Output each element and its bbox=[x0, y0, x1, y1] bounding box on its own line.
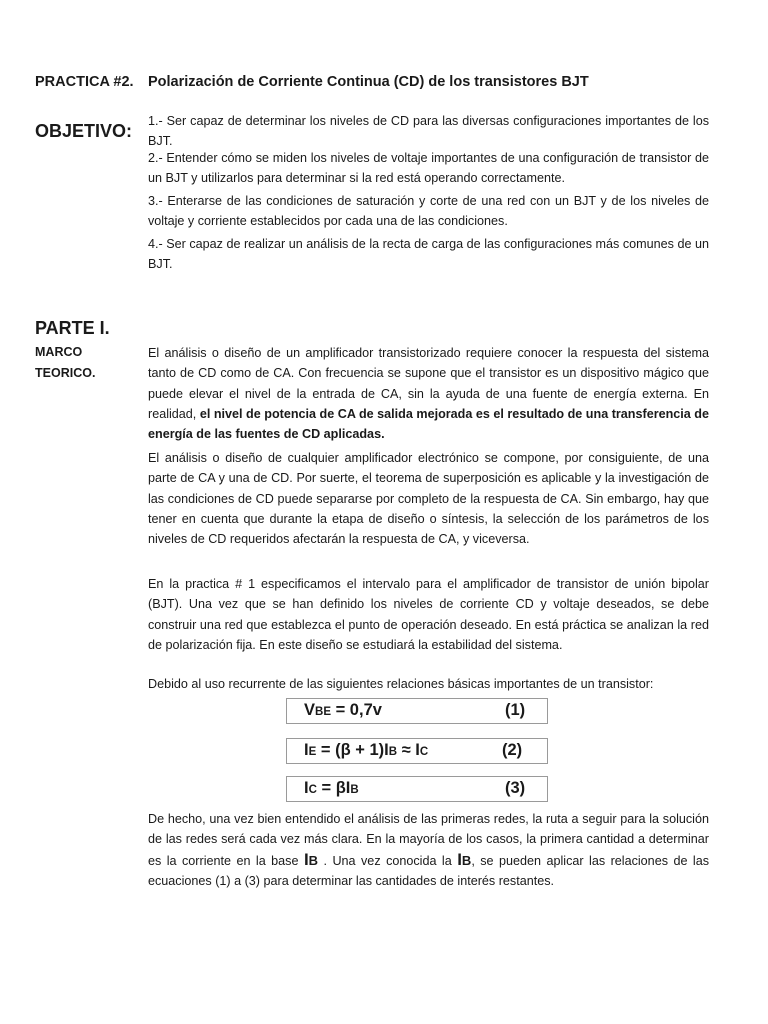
objective-heading: OBJETIVO: bbox=[35, 121, 133, 141]
paragraph-5-text-b: . Una vez conocida la bbox=[318, 853, 458, 868]
equation-1-box bbox=[286, 698, 548, 724]
paragraph-1 bbox=[148, 343, 709, 444]
page-title: Polarización de Corriente Continua (CD) de los transistores BJT bbox=[148, 74, 589, 90]
base-current-symbol-1: IB bbox=[303, 849, 319, 869]
equation-3-number: (3) bbox=[505, 779, 526, 797]
practice-label: PRACTICA #2. bbox=[35, 74, 134, 90]
objective-item-2: 2.- Entender cómo se miden los niveles de voltaje importantes de una configuración de transistor de un BJT y utilizarlos para determinar si la red está operando correctamente. bbox=[148, 151, 709, 186]
objective-item-1: 1.- Ser capaz de determinar los niveles de CD para las diversas configuraciones importantes de los BJT. bbox=[148, 114, 709, 149]
side-label-teorico: TEORICO. bbox=[35, 366, 96, 380]
equation-1: VBE = 0,7v bbox=[304, 701, 382, 719]
paragraph-2: El análisis o diseño de cualquier amplificador electrónico se compone, por consiguiente, de una parte de CA y una de CD. Por suerte, el teorema de superposición es aplicable y la investigación de las condiciones de CD puede separarse por completo de la respuesta de CA. Sin embargo, hay que tener en cuenta que durante la etapa de diseño o síntesis, la selección de los parámetros de los niveles de CD requeridos afectarán la respuesta de CA, y viceversa. bbox=[148, 451, 709, 547]
paragraph-5 bbox=[148, 809, 709, 891]
paragraph-5-text-a: De hecho, una vez bien entendido el análisis de las primeras redes, la ruta a seguir para la solución de las redes será cada vez más clara. En la mayoría de los casos, la primera cantidad a determinar es la corriente en la base bbox=[148, 812, 709, 868]
equation-1-number: (1) bbox=[505, 701, 526, 719]
base-current-symbol-2: IB bbox=[457, 849, 472, 869]
paragraph-4: Debido al uso recurrente de las siguientes relaciones básicas importantes de un transistor: bbox=[148, 677, 654, 691]
equation-2: IE = (β + 1)IB ≈ IC bbox=[304, 741, 429, 759]
side-label-marco: MARCO bbox=[35, 345, 83, 359]
paragraph-1-bold: el nivel de potencia de CA de salida mejorada es el resultado de una transferencia de energía de las fuentes de CD aplicadas. bbox=[148, 406, 710, 442]
paragraph-3: En la practica # 1 especificamos el intervalo para el amplificador de transistor de unión bipolar (BJT). Una vez que se han definido los niveles de corriente CD y voltaje deseados, se debe construir una red que establezca el punto de operación deseado. En está práctica se analizan la red de polarización fija. En este diseño se estudiará la estabilidad del sistema. bbox=[148, 577, 709, 652]
equation-3: IC = βIB bbox=[304, 779, 359, 797]
part-heading: PARTE I. bbox=[35, 318, 110, 338]
equation-2-box bbox=[286, 738, 548, 764]
paragraph-1-text: El análisis o diseño de un amplificador transistorizado requiere conocer la respuesta del sistema tanto de CD como de CA. Con frecuencia se supone que el transistor es un dispositivo mágico que puede elevar el nivel de la entrada de CA, sin la ayuda de una fuente de energía externa. En realidad, bbox=[148, 346, 709, 421]
equation-2-number: (2) bbox=[502, 741, 523, 759]
objective-item-4: 4.- Ser capaz de realizar un análisis de la recta de carga de las configuraciones más comunes de un BJT. bbox=[148, 237, 709, 272]
equation-3-box bbox=[286, 776, 548, 802]
paragraph-5-text-c: , se pueden aplicar las relaciones de las ecuaciones (1) a (3) para determinar las cantidades de interés restantes. bbox=[148, 853, 709, 888]
objective-item-3: 3.- Enterarse de las condiciones de saturación y corte de una red con un BJT y de los niveles de voltaje y corriente establecidos por cada una de las condiciones. bbox=[148, 194, 709, 229]
